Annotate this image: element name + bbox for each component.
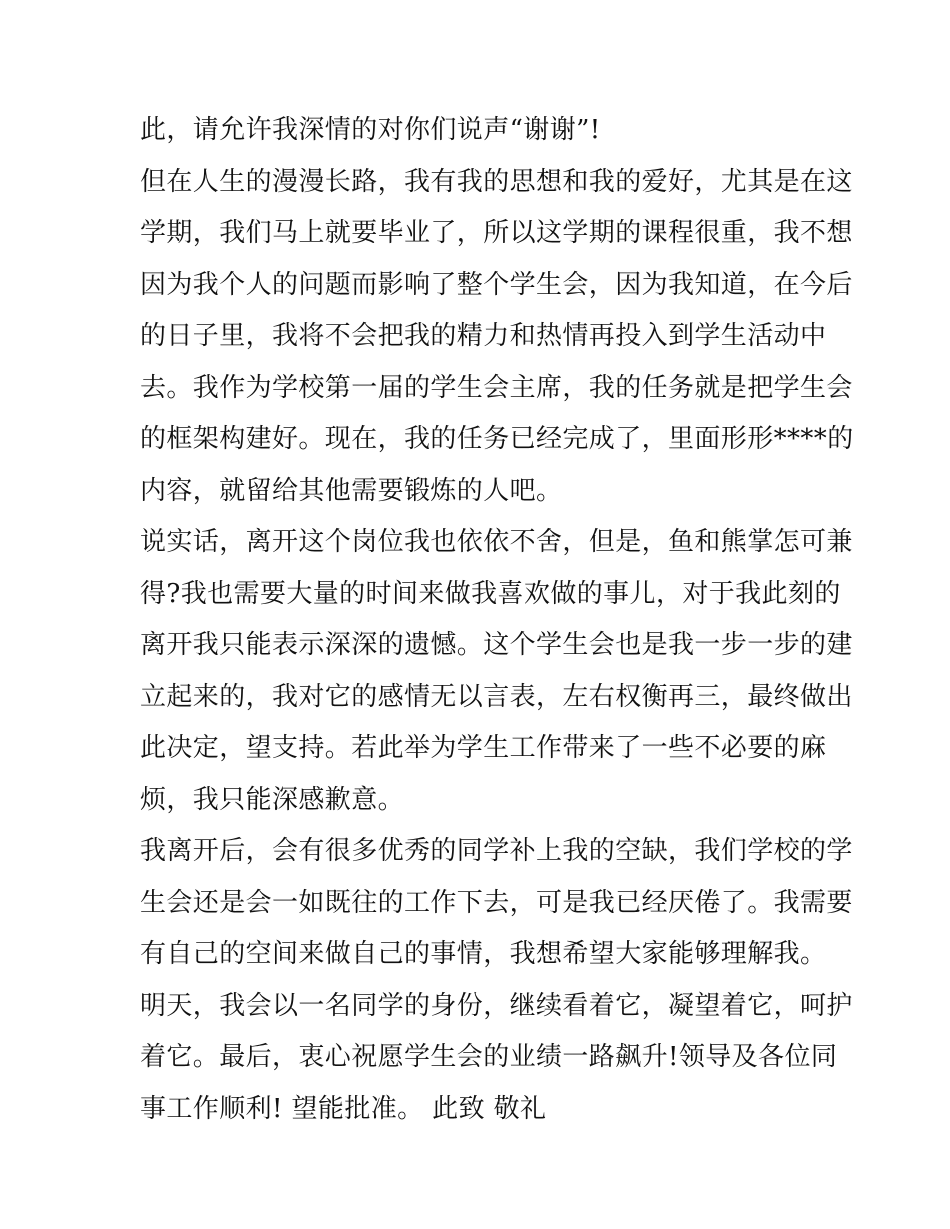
text-line: 但在人生的漫漫长路，我有我的思想和我的爱好，尤其是在这: [140, 166, 853, 197]
text-line: 我离开后，会有很多优秀的同学补上我的空缺，我们学校的学: [140, 836, 853, 866]
text-line: 烦，我只能深感歉意。: [140, 784, 405, 815]
text-line: 明天，我会以一名同学的身份，继续看着它，凝望着它，呵护: [140, 990, 853, 1021]
text-line: 有自己的空间来做自己的事情，我想希望大家能够理解我。: [140, 939, 827, 969]
text-line: 内容，就留给其他需要锻炼的人吧。: [140, 475, 563, 506]
text-line: 生会还是会一如既往的工作下去，可是我已经厌倦了。我需要: [140, 887, 853, 918]
document-body: [140, 105, 854, 1135]
text-line: 事工作顺利! 望能批准。 此致 敬礼: [140, 1093, 547, 1124]
text-line: 此，请允许我深情的对你们说声“谢谢”!: [140, 115, 601, 145]
text-line: 的日子里，我将不会把我的精力和热情再投入到学生活动中: [140, 321, 827, 351]
text-line: 得?我也需要大量的时间来做我喜欢做的事儿，对于我此刻的: [140, 578, 841, 609]
text-line: 去。我作为学校第一届的学生会主席，我的任务就是把学生会: [140, 372, 853, 403]
text-line: 的框架构建好。现在，我的任务已经完成了，里面形形****的: [140, 424, 854, 454]
text-line: 学期，我们马上就要毕业了，所以这学期的课程很重，我不想: [140, 218, 853, 248]
text-line: 说实话，离开这个岗位我也依依不舍，但是，鱼和熊掌怎可兼: [140, 527, 853, 557]
text-line: 立起来的，我对它的感情无以言表，左右权衡再三，最终做出: [140, 681, 853, 712]
text-line: 离开我只能表示深深的遗憾。这个学生会也是我一步一步的建: [140, 630, 853, 660]
text-line: 着它。最后，衷心祝愿学生会的业绩一路飙升!领导及各位同: [140, 1042, 838, 1072]
text-line: 此决定，望支持。若此举为学生工作带来了一些不必要的麻: [140, 733, 827, 763]
text-line: 因为我个人的问题而影响了整个学生会，因为我知道，在今后: [140, 269, 853, 300]
